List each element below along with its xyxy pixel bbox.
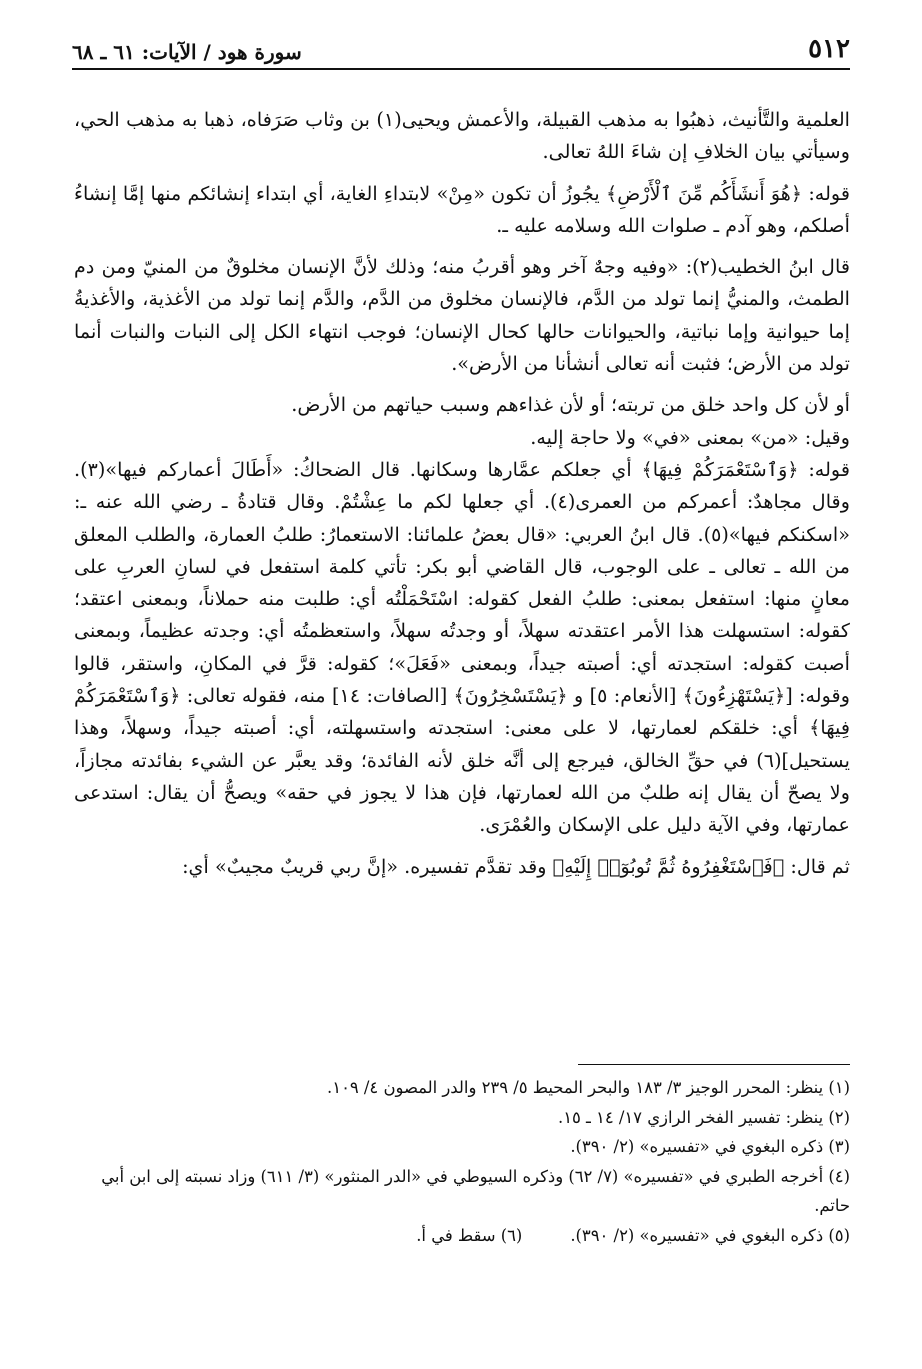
- paragraph-4: أو لأن كل واحد خلق من تربته؛ أو لأن غذاءهم وسبب حياتهم من الأرض.: [291, 393, 850, 417]
- page-header: [72, 30, 850, 70]
- footnote-1: (١) ينظر: المحرر الوجيز ٣/ ١٨٣ والبحر المحيط ٥/ ٢٣٩ والدر المصون ٤/ ١٠٩.: [327, 1078, 850, 1097]
- footnote-5: (٥) ذكره البغوي في «تفسيره» (٢/ ٣٩٠).: [570, 1225, 850, 1245]
- footnote-divider: [578, 1064, 850, 1065]
- paragraph-1: العلمية والتَّأنيث، ذهبُوا به مذهب القبيلة، والأعمش ويحيى(١) بن وثاب صَرَفاه، ذهبا به مذهب الحي، وسيأتي بيان الخلافِ إن شاءَ اللهُ تعالى.: [74, 108, 850, 164]
- paragraph-6: قوله: ﴿وَٱسْتَعْمَرَكُمْ فِيهَا﴾ أي جعلكم عمَّارها وسكانها. قال الضحاكُ: «أَطَالَ أعماركم فيها»(٣). وقال مجاهدٌ: أعمركم من العمرى(٤). أي جعلها لكم ما عِشْتُمْ. وقال قتادةُ ـ رضي الله عنه ـ: «اسكنكم فيها»(٥). قال ابنُ العربي: «قال بعضُ علمائنا: الاستعمارُ: طلبُ العمارة، والطلب المعلق من الله ـ تعالى ـ على الوجوب، قال القاضي أبو بكر: تأتي كلمة استفعل في لسانِ العربِ على معانٍ منها: استفعل بمعنى: طلبُ الفعل كقوله: اسْتَحْمَلْتُه أي: طلبت منه حملاناً، وبمعنى اعتقد؛ كقوله: استسهلت هذا الأمر اعتقدته سهلاً، أو وجدتُه سهلاً، واستعظمتُه أي: وجدته عظيماً، وبمعنى أصبت كقوله: استجدته أي: أصبته جيداً، وبمعنى «فَعَلَ»؛ كقوله: قرَّ في المكانِ، واستقر، قالوا وقوله: [﴿يَسْتَهْزِءُونَ﴾ [الأنعام: ٥] و ﴿يَسْتَسْخِرُونَ﴾ [الصافات: ١٤] منه، فقوله تعالى: ﴿وَٱسْتَعْمَرَكُمْ فِيهَا﴾ أي: خلقكم لعمارتها، لا على معنى: استجدته واستسهلته، أي: أصبته جيداً، وسهلاً، وهذا يستحيل](٦) في حقِّ الخالق، فيرجع إلى أنَّه خلق لأنه الفائدة؛ وقد يعبَّر عن الشيء بفائدته مجازاً، ولا يصحّ أن يقال إنه طلبٌ من الله لعمارتها، فإن هذا لا يجوز في حقه» ويصحُّ أن يقال: استدعى عمارتها، وفي الآية دليل على الإسكان والعُمْرَى.: [74, 457, 850, 837]
- footnote-3: (٣) ذكره البغوي في «تفسيره» (٢/ ٣٩٠).: [570, 1137, 850, 1156]
- footnotes: [74, 1064, 850, 1250]
- main-text: [74, 104, 850, 883]
- running-title: سورة هود / الآيات: ٦١ ـ ٦٨: [72, 40, 302, 64]
- paragraph-3: قال ابنُ الخطيب(٢): «وفيه وجهٌ آخر وهو أقربُ منه؛ وذلك لأنَّ الإنسان مخلوقٌ من المنيّ ومن دم الطمث، والمنيُّ إنما تولد من الدَّم، فالإنسان مخلوق من الدَّم، والدَّم إنما تولد من الأغذية، والأغذيةُ إما حيوانية وإما نباتية، والحيوانات حالها كحال الإنسان؛ فوجب انتهاء الكل إلى النبات والنبات أنما تولد من الأرض؛ فثبت أنه تعالى أنشأنا من الأرض».: [74, 255, 850, 376]
- footnote-row: [74, 1221, 850, 1251]
- footnote-6: (٦) سقط في أ.: [416, 1225, 523, 1245]
- paragraph-5: وقيل: «من» بمعنى «في» ولا حاجة إليه.: [530, 425, 850, 449]
- footnote-2: (٢) ينظر: تفسير الفخر الرازي ١٧/ ١٤ ـ ١٥.: [557, 1107, 850, 1127]
- footnote-4: (٤) أخرجه الطبري في «تفسيره» (٧/ ٦٢) وذكره السيوطي في «الدر المنثور» (٣/ ٦١١) وزاد نسبته إلى ابن أبي حاتم.: [101, 1166, 850, 1215]
- paragraph-7: ثم قال: ﴿فَٱسْتَغْفِرُوهُ ثُمَّ تُوبُوٓا۟ إِلَيْهِ﴾ وقد تقدَّم تفسيره. «إنَّ ربي قريبٌ مجيبٌ» أي:: [182, 854, 850, 878]
- page-number: ٥١٢: [808, 34, 850, 64]
- paragraph-2: قوله: ﴿هُوَ أَنشَأَكُم مِّنَ ٱلْأَرْضِ﴾ يجُوزُ أن تكون «مِنْ» لابتداءِ الغاية، أي ابتداء إنشائكم منها إمَّا إنشاءُ أصلكم، وهو آدم ـ صلوات الله وسلامه عليه ـ.: [74, 181, 850, 237]
